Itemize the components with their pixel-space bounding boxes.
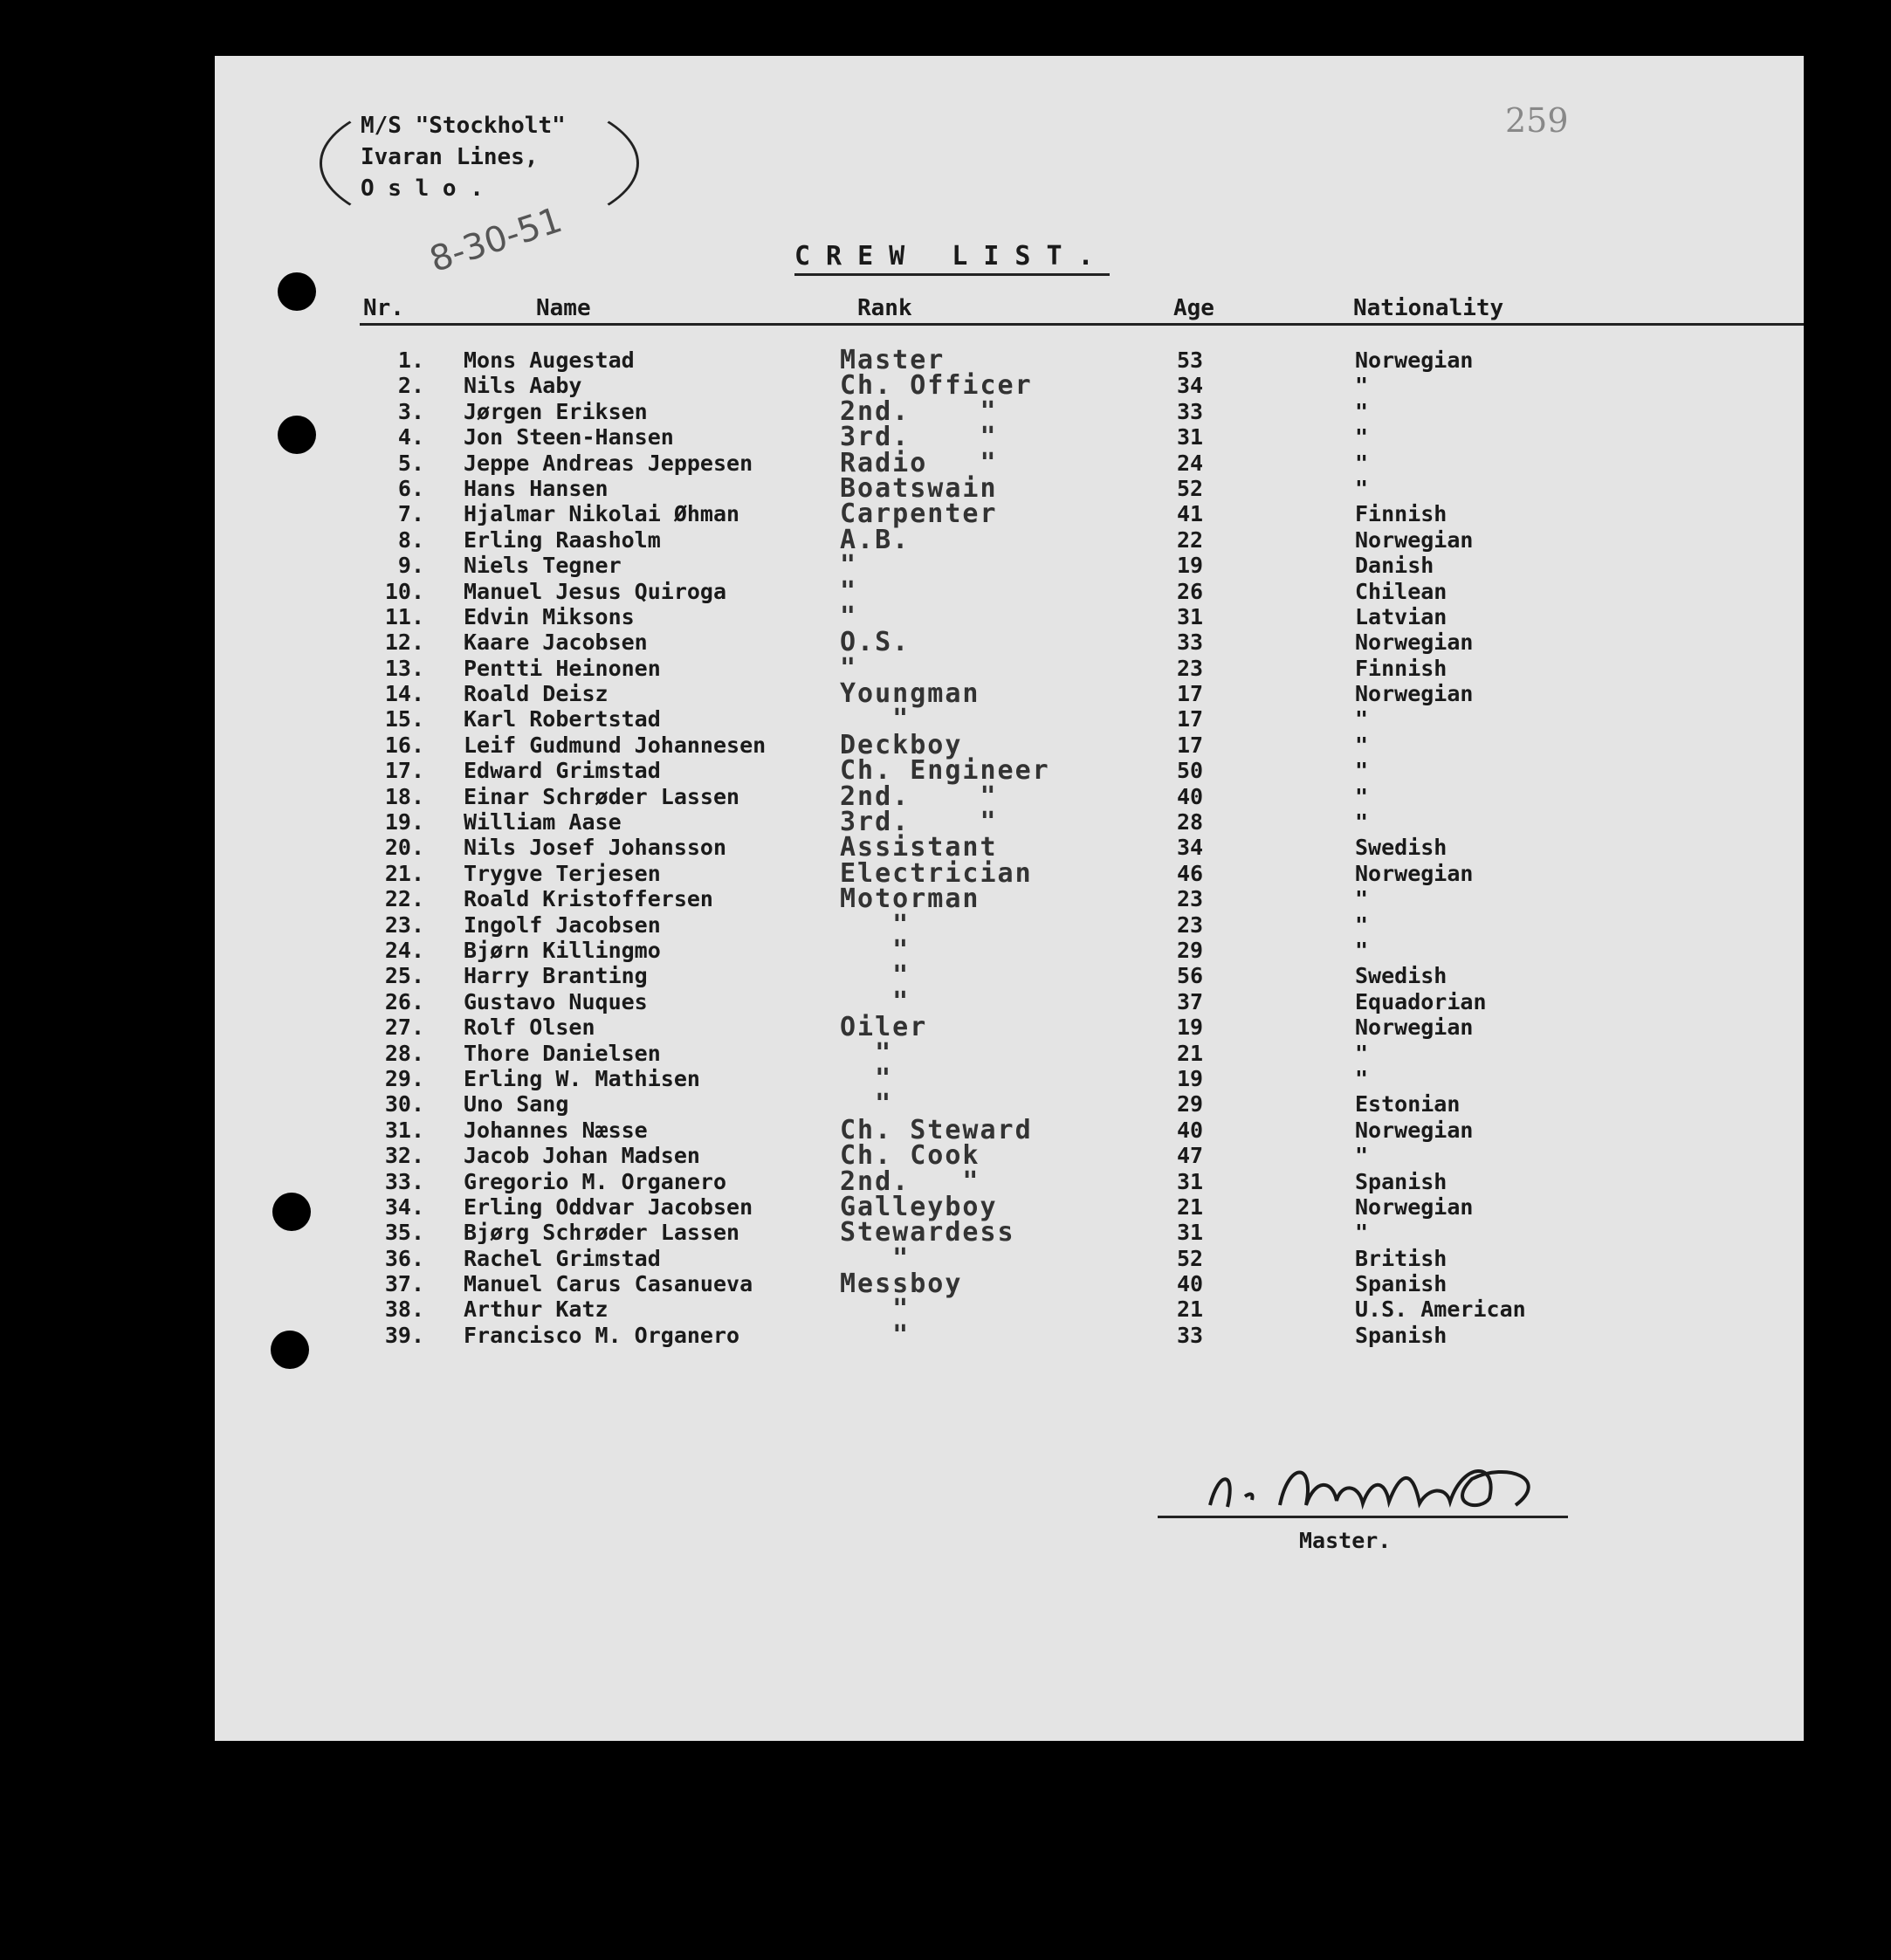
table-row [215,678,1804,710]
crew-rank: Oiler [840,1012,928,1043]
table-row [215,601,1804,632]
crew-name: William Aase [464,809,622,836]
crew-age: 19 [1177,1065,1204,1091]
ship-address [361,110,566,204]
crew-age: 31 [1177,603,1204,629]
table-row [215,472,1804,504]
crew-name: Hans Hansen [464,475,609,501]
crew-rank: " [840,601,858,632]
crew-nr: 33. [384,1168,424,1194]
crew-nationality: Norwegian [1355,347,1474,373]
crew-rank: Messboy [840,1269,963,1300]
crew-age: 31 [1177,424,1204,450]
crew-name: Erling Raasholm [464,526,661,553]
crew-nationality: Norwegian [1355,1117,1474,1143]
crew-age: 56 [1177,963,1204,989]
crew-name: Pentti Heinonen [464,655,661,681]
crew-name: Bjørg Schrøder Lassen [464,1220,740,1246]
crew-age: 34 [1177,373,1204,399]
crew-rank: Galleyboy [840,1191,998,1222]
crew-age: 23 [1177,655,1204,681]
crew-name: Trygve Terjesen [464,860,661,886]
crew-nationality: Norwegian [1355,629,1474,656]
crew-nr: 5. [397,450,424,476]
crew-nationality: " [1355,1040,1369,1066]
crew-rank: 3rd. " [840,422,998,453]
table-row [215,1012,1804,1043]
table-row [215,652,1804,684]
crew-nr: 20. [384,835,424,861]
crew-rank: Radio " [840,447,998,478]
crew-name: Mons Augestad [464,347,635,373]
table-row [215,395,1804,427]
crew-nr: 23. [384,911,424,938]
crew-age: 33 [1177,1322,1204,1348]
crew-rank: " [840,1037,893,1069]
crew-rank: " [840,704,911,735]
crew-age: 24 [1177,450,1204,476]
table-row [215,422,1804,453]
crew-nationality: Norwegian [1355,1193,1474,1220]
crew-rank: " [840,1319,911,1351]
table-row [215,704,1804,735]
crew-age: 50 [1177,758,1204,784]
crew-name: Uno Sang [464,1091,569,1118]
crew-nationality: Finnish [1355,501,1447,527]
crew-age: 21 [1177,1296,1204,1323]
crew-rank: " [840,960,911,992]
crew-age: 31 [1177,1220,1204,1246]
crew-name: Jørgen Eriksen [464,398,648,424]
handwritten-date: 8-30-51 [424,200,567,280]
crew-rank: " [840,1294,911,1325]
crew-nationality: Swedish [1355,963,1447,989]
crew-nationality: Finnish [1355,655,1447,681]
column-header-age: Age [1173,295,1214,321]
punch-hole [278,272,316,311]
crew-age: 33 [1177,629,1204,656]
crew-nr: 16. [384,732,424,758]
crew-nr: 31. [384,1117,424,1143]
crew-age: 29 [1177,937,1204,963]
crew-name: Erling Oddvar Jacobsen [464,1193,753,1220]
table-row [215,1063,1804,1094]
crew-nr: 24. [384,937,424,963]
page-number: 259 [1505,101,1569,140]
crew-nr: 34. [384,1193,424,1220]
crew-nationality: Norwegian [1355,860,1474,886]
crew-rank: " [840,652,858,684]
crew-age: 21 [1177,1040,1204,1066]
crew-nationality: " [1355,937,1369,963]
crew-age: 41 [1177,501,1204,527]
crew-age: 40 [1177,783,1204,809]
crew-nationality: Chilean [1355,578,1447,604]
table-row [215,1294,1804,1325]
crew-name: Karl Robertstad [464,706,661,732]
table-row [215,807,1804,838]
crew-nr: 29. [384,1065,424,1091]
crew-rank: " [840,934,911,966]
crew-name: Francisco M. Organero [464,1322,740,1348]
crew-age: 19 [1177,1014,1204,1041]
crew-nr: 32. [384,1143,424,1169]
crew-nr: 7. [397,501,424,527]
crew-rank: " [840,1063,893,1094]
crew-nr: 1. [397,347,424,373]
crew-age: 29 [1177,1091,1204,1118]
table-row [215,1242,1804,1274]
crew-nationality: U.S. American [1355,1296,1526,1323]
crew-age: 40 [1177,1117,1204,1143]
crew-name: Nils Josef Johansson [464,835,727,861]
table-row [215,575,1804,607]
crew-rank: " [840,909,911,940]
crew-nr: 10. [384,578,424,604]
crew-name: Rachel Grimstad [464,1245,661,1271]
crew-rank: " [840,1242,911,1274]
crew-age: 40 [1177,1271,1204,1297]
crew-nationality: Estonian [1355,1091,1461,1118]
crew-rank: Boatswain [840,472,998,504]
crew-name: Kaare Jacobsen [464,629,648,656]
crew-nationality: " [1355,758,1369,784]
crew-rank: Electrician [840,857,1033,889]
crew-rank: Ch. Officer [840,370,1033,402]
crew-nationality: " [1355,373,1369,399]
crew-name: Harry Branting [464,963,648,989]
crew-name: Edvin Miksons [464,603,635,629]
crew-age: 31 [1177,1168,1204,1194]
crew-nationality: " [1355,398,1369,424]
crew-rank: Motorman [840,884,980,915]
crew-name: Gregorio M. Organero [464,1168,727,1194]
crew-name: Edward Grimstad [464,758,661,784]
crew-age: 23 [1177,911,1204,938]
crew-age: 21 [1177,1193,1204,1220]
crew-nationality: Danish [1355,553,1434,579]
address-line: O s l o . [361,175,484,202]
column-header-name: Name [536,295,591,321]
crew-nationality: British [1355,1245,1447,1271]
crew-table [215,345,1804,1351]
table-row [215,1269,1804,1300]
table-row [215,1114,1804,1145]
table-row [215,347,1804,373]
table-row [215,755,1804,787]
crew-nationality: Spanish [1355,1322,1447,1348]
crew-rank: Ch. Engineer [840,755,1050,787]
crew-nr: 4. [397,424,424,450]
crew-nr: 25. [384,963,424,989]
table-row [215,550,1804,581]
crew-nr: 3. [397,398,424,424]
table-row [215,1191,1804,1222]
crew-rank: 2nd. " [840,781,998,812]
crew-age: 53 [1177,347,1204,373]
crew-nationality: " [1355,475,1369,501]
crew-nationality: Spanish [1355,1168,1447,1194]
crew-nationality: " [1355,706,1369,732]
crew-nationality: Norwegian [1355,1014,1474,1041]
crew-rank: Assistant [840,832,998,863]
crew-nr: 11. [384,603,424,629]
crew-age: 17 [1177,732,1204,758]
crew-rank: Ch. Steward [840,1114,1033,1145]
punch-hole [278,416,316,454]
crew-rank: " [840,1089,893,1120]
crew-age: 19 [1177,553,1204,579]
table-row [215,1037,1804,1069]
crew-nr: 19. [384,809,424,836]
crew-name: Ingolf Jacobsen [464,911,661,938]
table-row [215,370,1804,402]
crew-name: Einar Schrøder Lassen [464,783,740,809]
crew-nr: 17. [384,758,424,784]
crew-list-document [215,56,1804,1741]
punch-hole [272,1193,311,1231]
crew-nr: 15. [384,706,424,732]
table-row [215,832,1804,863]
crew-name: Roald Kristoffersen [464,886,713,912]
crew-nr: 9. [397,553,424,579]
crew-name: Erling W. Mathisen [464,1065,700,1091]
crew-name: Thore Danielsen [464,1040,661,1066]
column-header-nationality: Nationality [1353,295,1504,321]
crew-rank: Stewardess [840,1217,1015,1248]
table-row [215,447,1804,478]
crew-name: Roald Deisz [464,681,609,707]
crew-rank: Carpenter [840,499,998,530]
crew-age: 46 [1177,860,1204,886]
crew-age: 52 [1177,1245,1204,1271]
crew-nationality: " [1355,1143,1369,1169]
crew-nr: 13. [384,655,424,681]
crew-nationality: " [1355,1065,1369,1091]
crew-nr: 18. [384,783,424,809]
crew-nr: 2. [397,373,424,399]
crew-rank: A.B. [840,524,911,555]
crew-nationality: Swedish [1355,835,1447,861]
crew-nr: 14. [384,681,424,707]
signature-line [1158,1516,1568,1518]
crew-nationality: Latvian [1355,603,1447,629]
crew-name: Leif Gudmund Johannesen [464,732,767,758]
crew-nationality: " [1355,809,1369,836]
table-row [215,781,1804,812]
crew-nationality: " [1355,1220,1369,1246]
crew-rank: 3rd. " [840,807,998,838]
table-row [215,986,1804,1017]
crew-rank: O.S. [840,627,911,658]
table-row [215,1217,1804,1248]
page-title: CREW LIST. [794,241,1110,276]
crew-nr: 28. [384,1040,424,1066]
crew-age: 23 [1177,886,1204,912]
crew-name: Johannes Næsse [464,1117,648,1143]
crew-name: Rolf Olsen [464,1014,595,1041]
crew-age: 22 [1177,526,1204,553]
crew-rank: Ch. Cook [840,1140,980,1172]
crew-rank: " [840,575,858,607]
crew-nationality: Norwegian [1355,681,1474,707]
crew-name: Jon Steen-Hansen [464,424,674,450]
crew-name: Niels Tegner [464,553,622,579]
crew-age: 26 [1177,578,1204,604]
crew-rank: Master [840,345,946,375]
crew-name: Manuel Jesus Quiroga [464,578,727,604]
crew-rank: " [840,550,858,581]
column-header-rank: Rank [857,295,912,321]
crew-nationality: " [1355,450,1369,476]
crew-nr: 6. [397,475,424,501]
crew-nationality: " [1355,886,1369,912]
crew-age: 28 [1177,809,1204,836]
table-row [215,960,1804,992]
table-row [215,524,1804,555]
crew-nr: 26. [384,988,424,1014]
crew-age: 37 [1177,988,1204,1014]
header-rule [360,323,1804,326]
crew-nationality: Norwegian [1355,526,1474,553]
crew-nr: 30. [384,1091,424,1118]
crew-name: Nils Aaby [464,373,582,399]
crew-name: Gustavo Nuques [464,988,648,1014]
table-row [215,729,1804,760]
table-row [215,909,1804,940]
crew-rank: " [840,986,911,1017]
table-row [215,499,1804,530]
crew-age: 17 [1177,706,1204,732]
crew-nationality: Spanish [1355,1271,1447,1297]
crew-rank: Deckboy [840,729,963,760]
crew-age: 33 [1177,398,1204,424]
crew-age: 34 [1177,835,1204,861]
crew-name: Jacob Johan Madsen [464,1143,700,1169]
master-signature [1184,1444,1568,1523]
table-row [215,857,1804,889]
table-row [215,1166,1804,1197]
crew-age: 47 [1177,1143,1204,1169]
crew-nr: 22. [384,886,424,912]
crew-rank: Youngman [840,678,980,710]
crew-rank: 2nd. " [840,395,998,427]
address-line: Ivaran Lines, [361,144,539,170]
crew-nationality: " [1355,783,1369,809]
crew-nationality: " [1355,732,1369,758]
crew-nr: 27. [384,1014,424,1041]
table-row [215,1140,1804,1172]
crew-nationality: " [1355,911,1369,938]
table-row [215,884,1804,915]
signature-title: Master. [1299,1528,1392,1553]
crew-nr: 39. [384,1322,424,1348]
table-row [215,1089,1804,1120]
crew-name: Arthur Katz [464,1296,609,1323]
table-row [215,1319,1804,1351]
punch-hole [271,1331,309,1369]
crew-name: Jeppe Andreas Jeppesen [464,450,753,476]
column-header-nr: Nr. [363,295,404,321]
crew-nr: 36. [384,1245,424,1271]
crew-nationality: " [1355,424,1369,450]
crew-nr: 12. [384,629,424,656]
crew-nr: 37. [384,1271,424,1297]
crew-nr: 8. [397,526,424,553]
address-line: M/S "Stockholt" [361,113,566,139]
crew-rank: 2nd. " [840,1166,980,1197]
crew-nr: 21. [384,860,424,886]
crew-nationality: Equadorian [1355,988,1487,1014]
crew-name: Hjalmar Nikolai Øhman [464,501,740,527]
crew-nr: 35. [384,1220,424,1246]
table-row [215,627,1804,658]
crew-nr: 38. [384,1296,424,1323]
crew-name: Bjørn Killingmo [464,937,661,963]
crew-age: 52 [1177,475,1204,501]
table-row [215,934,1804,966]
crew-name: Manuel Carus Casanueva [464,1271,753,1297]
crew-age: 17 [1177,681,1204,707]
